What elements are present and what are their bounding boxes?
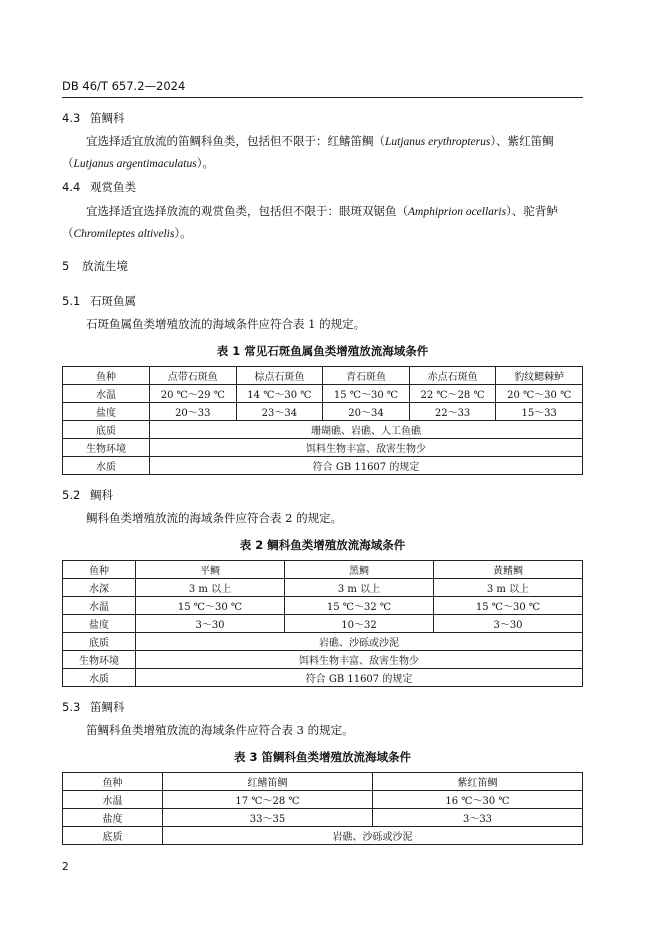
paragraph-5-1: 石斑鱼属鱼类增殖放流的海域条件应符合表 1 的规定。 [86,317,366,331]
table-cell: 生物环境 [63,439,150,457]
paragraph-4-4 [62,201,583,245]
table-cell: 15 ℃～30 ℃ [434,597,583,615]
table-cell: 15 ℃～30 ℃ [323,385,410,403]
heading-title: 观赏鱼类 [90,180,136,194]
table-3-caption: 表 3 笛鲷科鱼类增殖放流海域条件 [233,750,411,764]
table-cell: 14 ℃～30 ℃ [236,385,323,403]
table-cell: 盐度 [63,615,136,633]
table-cell: 水温 [63,385,150,403]
table-1-caption: 表 1 常见石斑鱼属鱼类增殖放流海域条件 [216,344,429,358]
table-cell: 底质 [63,827,163,845]
heading-title: 放流生境 [82,259,128,273]
heading-title: 石斑鱼属 [90,294,136,308]
table-cell: 饵料生物丰富、敌害生物少 [150,439,583,457]
table-cell: 水质 [63,669,136,687]
heading-number: 4.4 [62,180,81,194]
table-cell: 水温 [63,597,136,615]
table-cell: 生物环境 [63,651,136,669]
table-1 [62,366,583,475]
para-text: ）、驼背鲈（ [62,204,558,240]
heading-5-3 [62,699,125,715]
heading-number: 5 [62,259,70,273]
table-cell: 黑鲷 [285,561,434,579]
table-cell: 赤点石斑鱼 [409,367,496,385]
table-cell: 豹纹鳃棘鲈 [496,367,583,385]
table-cell: 15 ℃～32 ℃ [285,597,434,615]
heading-number: 4.3 [62,111,81,125]
table-row [63,633,583,651]
table-cell: 3～30 [434,615,583,633]
table-cell: 22～33 [409,403,496,421]
table-cell: 鱼种 [63,367,150,385]
species-name: Lutjanus argentimaculatus [73,158,197,170]
table-row [63,809,583,827]
table-cell: 3～30 [136,615,285,633]
species-name: Chromileptes altivelis [73,228,175,240]
table-cell: 15 ℃～30 ℃ [136,597,285,615]
table-cell: 盐度 [63,809,163,827]
heading-5-2 [62,487,113,503]
table-cell: 20～33 [150,403,237,421]
table-cell: 盐度 [63,403,150,421]
table-2-caption: 表 2 鲷科鱼类增殖放流海域条件 [239,538,406,552]
heading-number: 5.1 [62,294,81,308]
table-header-row [63,773,583,791]
table-3 [62,772,583,845]
heading-number: 5.3 [62,700,81,714]
header-rule [62,97,583,98]
paragraph-5-3: 笛鲷科鱼类增殖放流的海域条件应符合表 3 的规定。 [86,723,354,737]
table-cell: 饵料生物丰富、敌害生物少 [136,651,583,669]
table-cell: 符合 GB 11607 的规定 [150,457,583,475]
table-cell: 底质 [63,633,136,651]
table-cell: 23～34 [236,403,323,421]
table-cell: 水温 [63,791,163,809]
table-row [63,827,583,845]
table-cell: 鱼种 [63,561,136,579]
heading-5 [62,258,128,274]
para-text: 宜选择适宜放流的笛鲷科鱼类，包括但不限于：红鳍笛鲷（ [86,134,385,148]
heading-5-1 [62,293,136,309]
paragraph-4-3 [62,131,583,175]
table-cell: 棕点石斑鱼 [236,367,323,385]
table-row [63,421,583,439]
heading-4-3 [62,110,125,126]
table-cell: 水质 [63,457,150,475]
table-cell: 珊瑚礁、岩礁、人工鱼礁 [150,421,583,439]
table-cell: 岩礁、沙砾或沙泥 [163,827,583,845]
table-2 [62,560,583,687]
table-cell: 底质 [63,421,150,439]
table-cell: 符合 GB 11607 的规定 [136,669,583,687]
table-cell: 岩礁、沙砾或沙泥 [136,633,583,651]
table-cell: 青石斑鱼 [323,367,410,385]
table-row [63,791,583,809]
table-cell: 3 m 以上 [285,579,434,597]
table-cell: 33～35 [163,809,373,827]
para-text: 宜选择适宜选择放流的观赏鱼类，包括但不限于：眼斑双锯鱼（ [86,204,408,218]
table-cell: 20～34 [323,403,410,421]
table-row [63,597,583,615]
table-row [63,669,583,687]
table-cell: 紫红笛鲷 [373,773,583,791]
table-row [63,651,583,669]
table-cell: 16 ℃～30 ℃ [373,791,583,809]
table-row [63,615,583,633]
table-cell: 黄鳍鲷 [434,561,583,579]
table-cell: 3 m 以上 [136,579,285,597]
table-cell: 17 ℃～28 ℃ [163,791,373,809]
table-row [63,385,583,403]
heading-4-4 [62,179,136,195]
table-row [63,579,583,597]
table-header-row [63,367,583,385]
table-cell: 3～33 [373,809,583,827]
para-text: ）。 [174,226,192,240]
para-text: ）。 [196,156,214,170]
para-text: ）、紫红笛鲷（ [62,134,554,170]
species-name: Amphiprion ocellaris [408,206,507,218]
table-cell: 3 m 以上 [434,579,583,597]
table-cell: 22 ℃～28 ℃ [409,385,496,403]
table-cell: 点带石斑鱼 [150,367,237,385]
table-cell: 20 ℃～30 ℃ [496,385,583,403]
page-number: 2 [62,861,69,873]
heading-title: 鲷科 [90,488,113,502]
table-row [63,439,583,457]
table-row [63,403,583,421]
table-cell: 15～33 [496,403,583,421]
table-cell: 20 ℃～29 ℃ [150,385,237,403]
table-cell: 10～32 [285,615,434,633]
table-header-row [63,561,583,579]
table-cell: 鱼种 [63,773,163,791]
paragraph-5-2: 鲷科鱼类增殖放流的海域条件应符合表 2 的规定。 [86,511,343,525]
heading-title: 笛鲷科 [90,700,125,714]
table-row [63,457,583,475]
doc-code: DB 46/T 657.2—2024 [62,79,186,93]
heading-number: 5.2 [62,488,81,502]
species-name: Lutjanus erythropterus [385,136,491,148]
table-cell: 红鳍笛鲷 [163,773,373,791]
heading-title: 笛鲷科 [90,111,125,125]
table-cell: 水深 [63,579,136,597]
table-cell: 平鲷 [136,561,285,579]
